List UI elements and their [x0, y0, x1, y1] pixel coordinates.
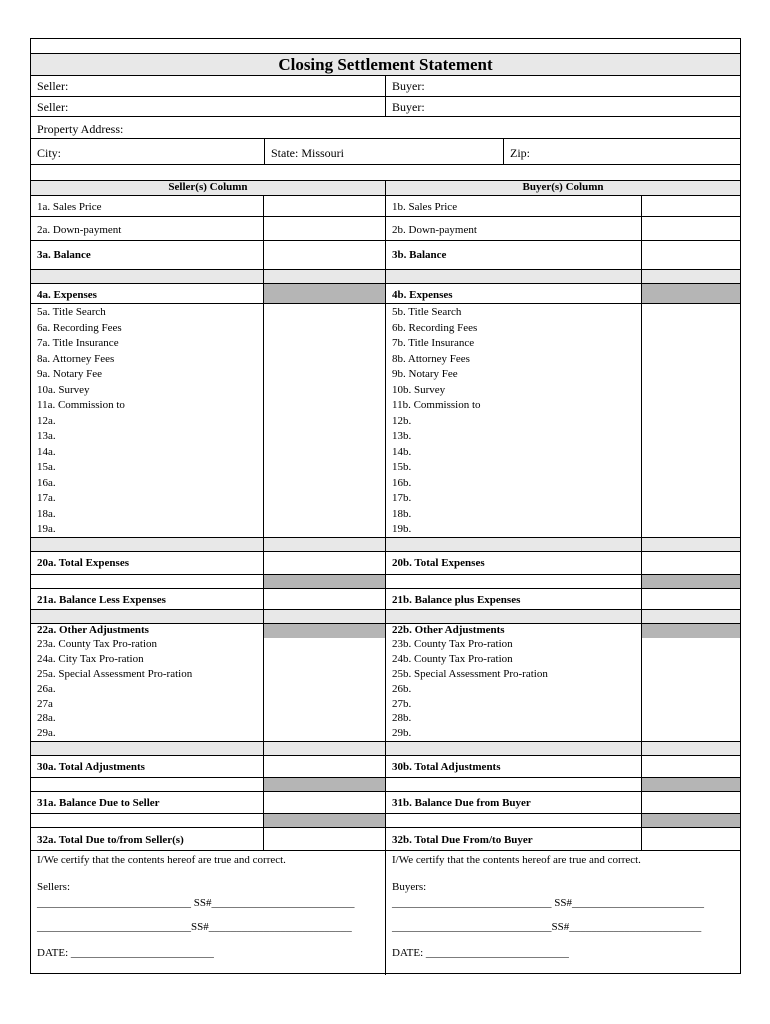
- line-21b-label-cell: [385, 589, 641, 610]
- line-30-row: [31, 755, 740, 778]
- line-2a-amount[interactable]: [263, 217, 385, 241]
- seller-column-title: Seller(s) Column: [168, 181, 248, 193]
- spacer-cell: [263, 610, 385, 624]
- spacer-cell: [263, 270, 385, 284]
- page-title: Closing Settlement Statement: [278, 55, 493, 74]
- line-20b-label-cell: [385, 552, 641, 575]
- expense-a-item: 14a.: [37, 445, 56, 458]
- line-21a-label-cell: [31, 589, 263, 610]
- line-31b-label-cell: [385, 792, 641, 814]
- sellers-label: Sellers:: [37, 881, 70, 893]
- line-4b-label-cell: [385, 284, 641, 304]
- line-3a-amount[interactable]: [263, 241, 385, 270]
- expense-b-item: 7b. Title Insurance: [392, 337, 475, 349]
- line-2a-label-cell: [31, 217, 263, 241]
- line-4a-label-cell: [31, 284, 263, 304]
- column-header-row: [31, 180, 740, 196]
- line-2b-amount[interactable]: [641, 217, 740, 241]
- shaded-cell: [641, 778, 740, 792]
- spacer-cell: [385, 538, 641, 552]
- adjustment-b-item: 24b. County Tax Pro-ration: [392, 653, 513, 665]
- buyer-field-2[interactable]: [385, 97, 740, 117]
- line-21b-label: 21b. Balance plus Expenses: [392, 594, 521, 606]
- line-22b-label-cell: [385, 624, 641, 638]
- shaded-cell: [641, 284, 740, 304]
- line-32a-amount[interactable]: [263, 828, 385, 851]
- expenses-a-labels: [31, 304, 263, 538]
- adjustment-a-item: 27a: [37, 697, 53, 710]
- line-2-row: [31, 216, 740, 241]
- line-22a-label-cell: [31, 624, 263, 638]
- shaded-cell: [641, 575, 740, 589]
- line-1b-label: 1b. Sales Price: [392, 201, 458, 213]
- line-32b-label-cell: [385, 828, 641, 851]
- property-address-row[interactable]: [31, 116, 740, 139]
- line-21a-amount[interactable]: [263, 589, 385, 610]
- expense-b-item: 12b.: [392, 414, 412, 427]
- expense-b-item: 16b.: [392, 476, 412, 489]
- seller-signature-line-2[interactable]: ____________________________SS#__________________________: [37, 921, 352, 933]
- line-20a-amount[interactable]: [263, 552, 385, 575]
- line-22-row: [31, 623, 740, 638]
- title-row: [31, 53, 740, 76]
- expense-a-item: 5a. Title Search: [37, 306, 106, 318]
- expense-a-item: 8a. Attorney Fees: [37, 352, 115, 365]
- adjustments-a-labels: [31, 637, 263, 741]
- adjustment-b-item: 26b.: [392, 683, 412, 695]
- buyer-signature-line-1[interactable]: _____________________________ SS#________________________: [392, 897, 704, 909]
- expense-b-item: 9b. Notary Fee: [392, 368, 458, 380]
- shaded-cell: [263, 778, 385, 792]
- certify-text: I/We certify that the contents hereof are true and correct.: [392, 854, 641, 866]
- line-31a-label: 31a. Balance Due to Seller: [37, 797, 160, 809]
- spacer-cell: [385, 610, 641, 624]
- shaded-cell: [641, 624, 740, 638]
- expense-b-item: 6b. Recording Fees: [392, 321, 478, 334]
- adjustment-a-item: 28a.: [37, 712, 56, 724]
- seller-field-1[interactable]: [31, 76, 385, 97]
- spacer-row: [31, 609, 740, 624]
- expenses-b-amounts[interactable]: [641, 304, 740, 538]
- party-row-1: [31, 75, 740, 97]
- expense-b-item: 19b.: [392, 523, 412, 535]
- line-1a-label-cell: [31, 196, 263, 217]
- line-30a-label: 30a. Total Adjustments: [37, 761, 145, 773]
- line-4a-label: 4a. Expenses: [37, 289, 97, 301]
- buyer-signature-line-2[interactable]: _____________________________SS#________________________: [392, 921, 702, 933]
- line-21a-label: 21a. Balance Less Expenses: [37, 594, 166, 606]
- expense-b-item: 8b. Attorney Fees: [392, 352, 470, 365]
- line-3b-label: 3b. Balance: [392, 249, 447, 261]
- shaded-cell: [263, 575, 385, 589]
- expense-b-item: 10b. Survey: [392, 383, 446, 396]
- adjustment-b-item: 29b.: [392, 726, 412, 739]
- spacer-cell: [385, 778, 641, 792]
- zip-field[interactable]: [503, 139, 740, 165]
- spacer-cell: [641, 538, 740, 552]
- line-32a-label: 32a. Total Due to/from Seller(s): [37, 834, 184, 846]
- spacer-cell: [641, 742, 740, 756]
- expense-a-item: 16a.: [37, 476, 56, 489]
- expense-b-item: 18b.: [392, 507, 412, 520]
- line-30a-label-cell: [31, 756, 263, 778]
- line-31a-amount[interactable]: [263, 792, 385, 814]
- seller-label: Seller:: [37, 79, 69, 93]
- line-1b-amount[interactable]: [641, 196, 740, 217]
- line-32a-label-cell: [31, 828, 263, 851]
- certification-block: [31, 850, 740, 975]
- line-3b-label-cell: [385, 241, 641, 270]
- buyer-certification: [385, 851, 740, 975]
- line-2b-label-cell: [385, 217, 641, 241]
- shaded-cell: [641, 814, 740, 828]
- party-row-2: [31, 96, 740, 117]
- line-21-row: [31, 588, 740, 610]
- expense-b-item: 17b.: [392, 492, 412, 504]
- line-31-row: [31, 791, 740, 814]
- adjustment-b-item: 28b.: [392, 712, 412, 724]
- expense-a-item: 15a.: [37, 461, 56, 473]
- spacer-cell: [385, 575, 641, 589]
- line-1b-label-cell: [385, 196, 641, 217]
- line-4b-label: 4b. Expenses: [392, 289, 453, 301]
- seller-label: Seller:: [37, 100, 69, 114]
- adjustments-b-amounts[interactable]: [641, 637, 740, 741]
- line-30b-label: 30b. Total Adjustments: [392, 761, 501, 773]
- buyer-field-1[interactable]: [385, 76, 740, 97]
- adjustment-a-item: 26a.: [37, 683, 56, 695]
- expense-b-item: 13b.: [392, 430, 412, 442]
- expense-a-item: 7a. Title Insurance: [37, 337, 119, 349]
- spacer-row: [31, 741, 740, 756]
- adjustments-a-amounts[interactable]: [263, 637, 385, 741]
- state-label: State: Missouri: [271, 146, 345, 160]
- line-20-row: [31, 551, 740, 575]
- line-31a-label-cell: [31, 792, 263, 814]
- spacer-cell: [31, 778, 263, 792]
- state-field[interactable]: [264, 139, 503, 165]
- zip-label: Zip:: [510, 146, 530, 160]
- expense-a-item: 19a.: [37, 523, 56, 535]
- expenses-b-labels: [385, 304, 641, 538]
- spacer-row: [31, 813, 740, 828]
- spacer-cell: [31, 575, 263, 589]
- city-state-zip-row: [31, 138, 740, 165]
- line-20a-label: 20a. Total Expenses: [37, 557, 129, 569]
- buyers-label: Buyers:: [392, 881, 427, 893]
- spacer-cell: [31, 270, 263, 284]
- adjustments-block: [31, 637, 740, 741]
- spacer-cell: [263, 538, 385, 552]
- line-21b-amount[interactable]: [641, 589, 740, 610]
- buyer-label: Buyer:: [392, 79, 425, 93]
- expense-b-item: 11b. Commission to: [392, 399, 481, 411]
- settlement-form: [30, 38, 741, 974]
- buyer-column-title: Buyer(s) Column: [522, 181, 604, 193]
- spacer-cell: [641, 270, 740, 284]
- line-30a-amount[interactable]: [263, 756, 385, 778]
- expense-b-item: 15b.: [392, 461, 412, 473]
- expenses-block: [31, 303, 740, 538]
- line-3a-label: 3a. Balance: [37, 249, 91, 261]
- shaded-cell: [263, 284, 385, 304]
- line-1a-label: 1a. Sales Price: [37, 201, 102, 213]
- line-31b-label: 31b. Balance Due from Buyer: [392, 797, 531, 809]
- adjustment-a-item: 24a. City Tax Pro-ration: [37, 653, 144, 665]
- spacer-cell: [31, 814, 263, 828]
- line-2b-label: 2b. Down-payment: [392, 224, 477, 236]
- buyer-date-line[interactable]: DATE: __________________________: [392, 947, 569, 959]
- shaded-cell: [263, 814, 385, 828]
- seller-date-line[interactable]: DATE: __________________________: [37, 947, 214, 959]
- spacer-cell: [641, 610, 740, 624]
- expense-a-item: 10a. Survey: [37, 383, 90, 396]
- shaded-cell: [263, 624, 385, 638]
- line-22a-label: 22a. Other Adjustments: [37, 624, 149, 636]
- spacer-cell: [385, 270, 641, 284]
- buyer-label: Buyer:: [392, 100, 425, 114]
- buyer-column-header: [385, 181, 740, 196]
- line-1a-amount[interactable]: [263, 196, 385, 217]
- line-32-row: [31, 827, 740, 851]
- line-20b-amount[interactable]: [641, 552, 740, 575]
- line-3b-amount[interactable]: [641, 241, 740, 270]
- line-1-row: [31, 195, 740, 217]
- adjustment-b-item: 25b. Special Assessment Pro-ration: [392, 668, 548, 680]
- spacer-row: [31, 574, 740, 589]
- seller-signature-line-1[interactable]: ____________________________ SS#__________________________: [37, 897, 355, 909]
- expense-a-item: 12a.: [37, 414, 56, 427]
- expense-b-item: 14b.: [392, 445, 412, 458]
- line-3a-label-cell: [31, 241, 263, 270]
- expense-a-item: 18a.: [37, 507, 56, 520]
- property-address-label: Property Address:: [37, 122, 124, 136]
- line-30b-label-cell: [385, 756, 641, 778]
- seller-certification: [31, 851, 385, 975]
- expense-a-item: 17a.: [37, 492, 56, 504]
- expense-a-item: 11a. Commission to: [37, 399, 125, 411]
- line-31b-amount[interactable]: [641, 792, 740, 814]
- line-20a-label-cell: [31, 552, 263, 575]
- seller-column-header: [31, 181, 385, 196]
- line-32b-label: 32b. Total Due From/to Buyer: [392, 834, 533, 846]
- expenses-a-amounts[interactable]: [263, 304, 385, 538]
- expense-a-item: 6a. Recording Fees: [37, 321, 122, 334]
- adjustments-b-labels: [385, 637, 641, 741]
- expense-b-item: 5b. Title Search: [392, 306, 462, 318]
- line-3-row: [31, 240, 740, 270]
- spacer-row: [31, 269, 740, 284]
- line-30b-amount[interactable]: [641, 756, 740, 778]
- seller-field-2[interactable]: [31, 97, 385, 117]
- line-20b-label: 20b. Total Expenses: [392, 557, 485, 569]
- adjustment-a-item: 23a. County Tax Pro-ration: [37, 638, 158, 650]
- city-field[interactable]: [31, 139, 264, 165]
- line-4-row: [31, 283, 740, 304]
- spacer-cell: [263, 742, 385, 756]
- expense-a-item: 9a. Notary Fee: [37, 368, 103, 380]
- spacer-cell: [31, 538, 263, 552]
- spacer-row: [31, 537, 740, 552]
- blank-top-row: [31, 39, 740, 53]
- line-32b-amount[interactable]: [641, 828, 740, 851]
- spacer-cell: [31, 610, 263, 624]
- spacer-cell: [31, 742, 263, 756]
- spacer-row: [31, 777, 740, 792]
- adjustment-b-item: 27b.: [392, 697, 412, 710]
- line-2a-label: 2a. Down-payment: [37, 224, 122, 236]
- expense-a-item: 13a.: [37, 430, 56, 442]
- adjustment-a-item: 25a. Special Assessment Pro-ration: [37, 668, 193, 680]
- spacer-cell: [385, 742, 641, 756]
- blank-row: [31, 164, 740, 181]
- adjustment-b-item: 23b. County Tax Pro-ration: [392, 638, 513, 650]
- spacer-cell: [385, 814, 641, 828]
- city-label: City:: [37, 146, 62, 160]
- line-22b-label: 22b. Other Adjustments: [392, 624, 505, 636]
- adjustment-a-item: 29a.: [37, 726, 56, 739]
- certify-text: I/We certify that the contents hereof are true and correct.: [37, 854, 286, 866]
